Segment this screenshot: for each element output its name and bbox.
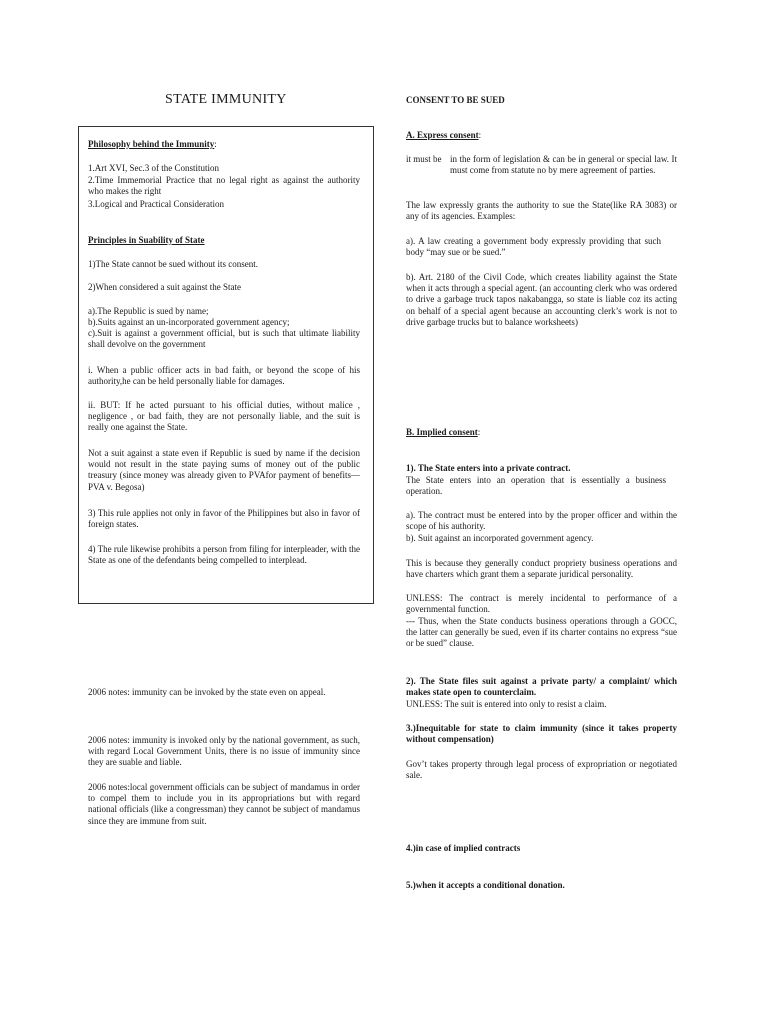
implied-1-text: The State enters into an operation that is essentially a business operation. bbox=[406, 475, 666, 497]
express-consent-heading-line bbox=[406, 130, 481, 141]
implied-1-b: b). Suit against an incorporated government agency. bbox=[406, 533, 594, 543]
principle-2-item-a: a).The Republic is sued by name; bbox=[88, 306, 209, 316]
implied-2-heading: 2). The State files suit against a private party/ a complaint/ which makes state open to counterclaim. bbox=[406, 676, 677, 698]
express-example-b: b). Art. 2180 of the Civil Code, which creates liability against the State when it acts through a special agent. (an accounting clerk who was ordered to drive a garbage truck tapos nakabangga, so state is liable coz its acting on behalf of a special agent because an accounting clerk’s work is not to drive garbage trucks but to balance worksheets) bbox=[406, 272, 677, 327]
principle-2: 2)When considered a suit against the State bbox=[88, 282, 241, 292]
implied-5-heading: 5.)when it accepts a conditional donation. bbox=[406, 880, 565, 890]
express-consent-heading: A. Express consent bbox=[406, 130, 479, 140]
implied-3-text: Gov’t takes property through legal process of expropriation or negotiated sale. bbox=[406, 759, 677, 781]
express-law: The law expressly grants the authority to sue the State(like RA 3083) or any of its agencies. Examples: bbox=[406, 200, 677, 222]
principle-2-item-c: c).Suit is against a government official, but is such that ultimate liability shall devolve on the government bbox=[88, 328, 360, 350]
implied-consent-colon: : bbox=[477, 427, 481, 437]
principle-not-a-suit: Not a suit against a state even if Republic is sued by name if the decision would not result in the state paying sums of money out of the public treasury (since money was already given to PVAfor payment of benefits—PVA v. Begosa) bbox=[88, 448, 360, 492]
philosophy-item-1: 1.Art XVI, Sec.3 of the Constitution bbox=[88, 163, 219, 173]
note-3: 2006 notes:local government officials can be subject of mandamus in order to compel them to include you in its appropriations but with regard national officials (like a congressman) they cannot be subject of mandamus since they are immune from suit. bbox=[88, 782, 360, 826]
principles-heading: Principles in Suability of State bbox=[88, 235, 205, 245]
principle-1: 1)The State cannot be sued without its consent. bbox=[88, 259, 258, 269]
express-consent-colon: : bbox=[478, 130, 482, 140]
express-must-text: in the form of legislation & can be in general or special law. It must come from statute no by mere agreement of parties. bbox=[450, 154, 677, 176]
express-must-lead: it must be bbox=[406, 154, 442, 164]
philosophy-heading: Philosophy behind the Immunity bbox=[88, 139, 215, 149]
implied-3-heading: 3.)Inequitable for state to claim immunity (since it takes property without compensation) bbox=[406, 723, 677, 745]
philosophy-item-3: 3.Logical and Practical Consideration bbox=[88, 199, 224, 209]
principle-ii: ii. BUT: If he acted pursuant to his official duties, without malice , negligence , or bad faith, they are not personally liable, and the suit is really one against the State. bbox=[88, 400, 360, 433]
implied-4-heading: 4.)in case of implied contracts bbox=[406, 843, 521, 853]
implied-1-a: a). The contract must be entered into by the proper officer and within the scope of his authority. bbox=[406, 510, 677, 532]
philosophy-heading-line bbox=[88, 139, 217, 150]
implied-1-thus: --- Thus, when the State conducts business operations through a GOCC, the latter can generally be sued, even if its charter contains no express “sue or be sued” clause. bbox=[406, 616, 677, 649]
principle-4: 4) The rule likewise prohibits a person from filing for interpleader, with the State as one of the defendants being compelled to interplead. bbox=[88, 544, 360, 566]
principle-2-item-b: b).Suits against an un-incorporated government agency; bbox=[88, 317, 290, 327]
philosophy-item-2: 2.Time Immemorial Practice that no legal right as against the authority who makes the right bbox=[88, 175, 360, 197]
note-1: 2006 notes: immunity can be invoked by the state even on appeal. bbox=[88, 687, 326, 697]
note-2: 2006 notes: immunity is invoked only by the national government, as such, with regard Local Government Units, there is no issue of immunity since they are suable and liable. bbox=[88, 735, 360, 768]
implied-2-unless: UNLESS: The suit is entered into only to resist a claim. bbox=[406, 699, 607, 709]
principle-3: 3) This rule applies not only in favor of the Philippines but also in favor of foreign states. bbox=[88, 508, 360, 530]
implied-1-unless: UNLESS: The contract is merely incidental to performance of a governmental function. bbox=[406, 593, 677, 615]
implied-consent-heading: B. Implied consent bbox=[406, 427, 478, 437]
implied-1-this: This is because they generally conduct propriety business operations and have charters which grant them a separate juridical personality. bbox=[406, 558, 677, 580]
implied-consent-heading-line bbox=[406, 427, 480, 438]
consent-heading: CONSENT TO BE SUED bbox=[406, 95, 505, 105]
implied-1-heading: 1). The State enters into a private contract. bbox=[406, 463, 571, 473]
page-title: STATE IMMUNITY bbox=[165, 92, 287, 107]
philosophy-colon: : bbox=[214, 139, 217, 149]
principle-i: i. When a public officer acts in bad faith, or beyond the scope of his authority,he can be held personally liable for damages. bbox=[88, 365, 360, 387]
express-example-a: a). A law creating a government body expressly providing that such body “may sue or be sued.” bbox=[406, 236, 661, 258]
